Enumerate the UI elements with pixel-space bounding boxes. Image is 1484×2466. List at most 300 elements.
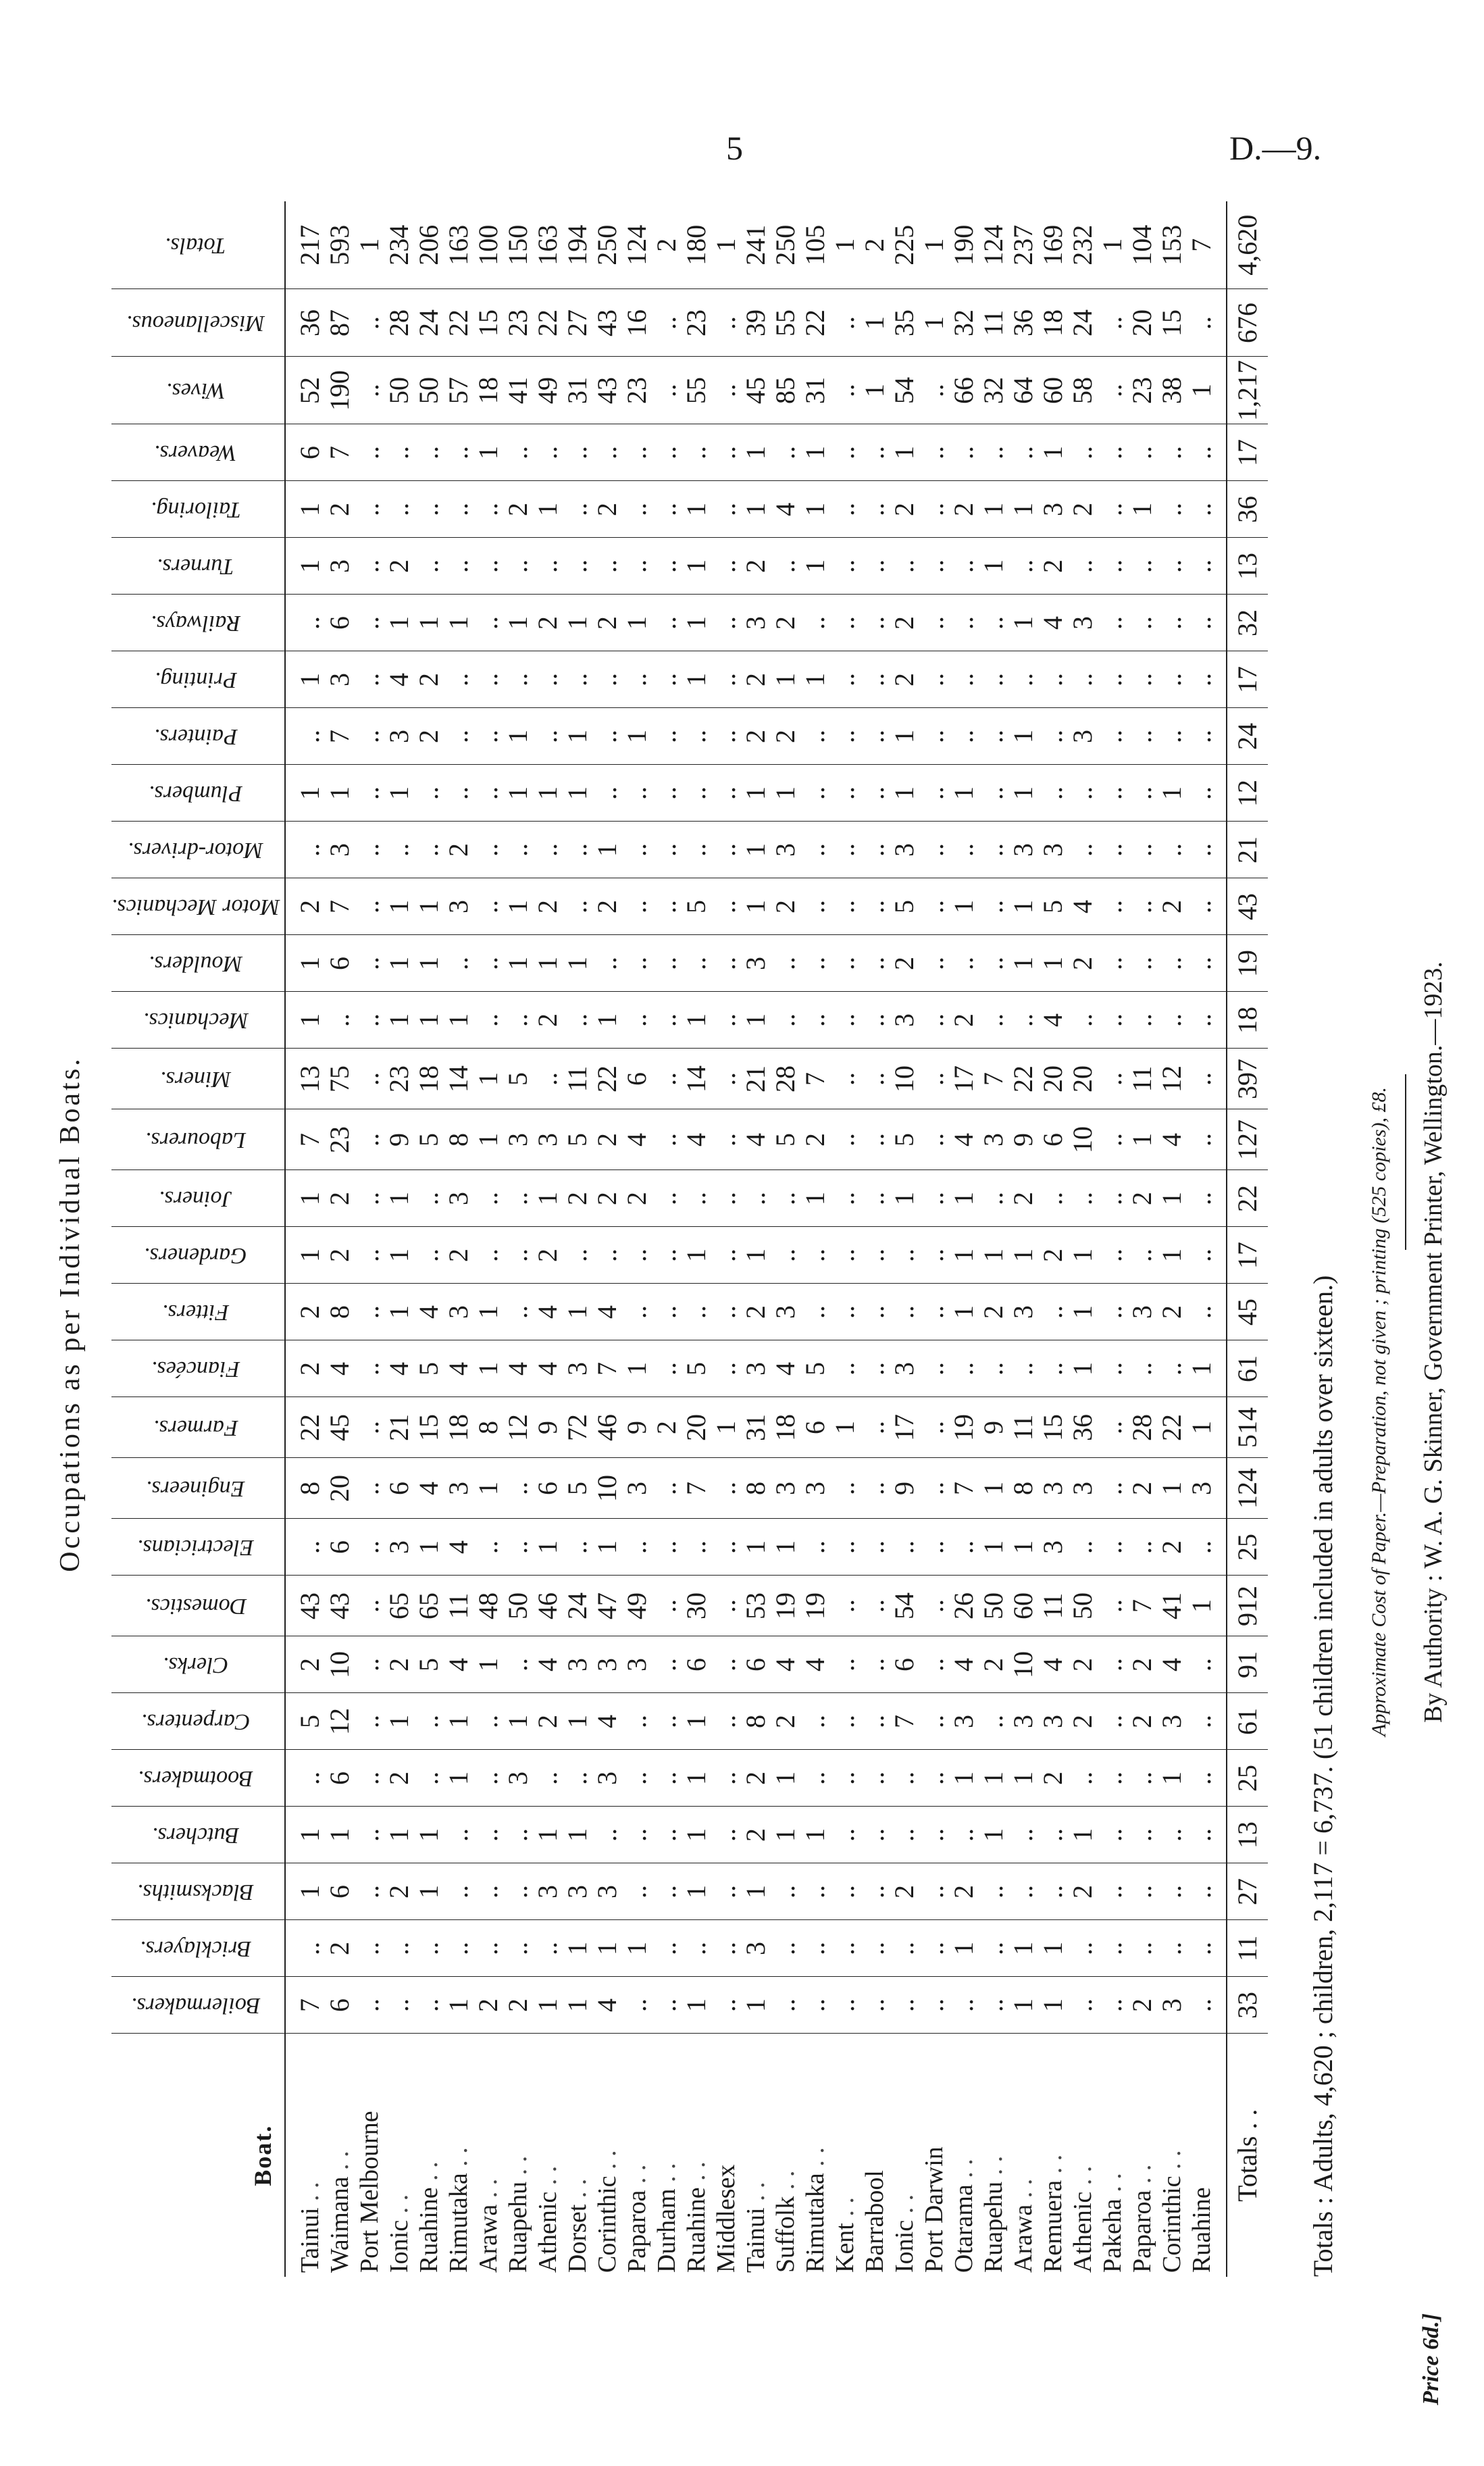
table-cell: .. xyxy=(711,935,741,992)
leader-dots: . . xyxy=(682,2161,711,2188)
table-cell: .. xyxy=(830,1807,860,1863)
table-cell: .. xyxy=(622,1519,652,1576)
table-cell: .. xyxy=(830,289,860,357)
table-cell: 4 xyxy=(444,1340,474,1397)
table-cell: .. xyxy=(1038,1284,1068,1340)
table-cell: .. xyxy=(285,822,325,878)
table-cell: 1 xyxy=(503,708,533,765)
table-cell: 1 xyxy=(285,651,325,708)
table-cell: 1 xyxy=(711,1397,741,1458)
table-cell: 4 xyxy=(1038,992,1068,1049)
table-cell: .. xyxy=(1098,708,1127,765)
table-cell: 1 xyxy=(979,1458,1008,1519)
table-cell: 241 xyxy=(740,224,771,266)
boat-name: Kent xyxy=(831,2223,860,2273)
boat-name: Rimutaka xyxy=(801,2173,830,2273)
divider-rule xyxy=(1405,1074,1406,1250)
table-cell: .. xyxy=(1098,1807,1127,1863)
totals-cell: 17 xyxy=(1227,651,1268,708)
leader-dots: . . xyxy=(623,2164,652,2190)
table-cell: 2 xyxy=(533,992,563,1049)
table-cell: 3 xyxy=(771,1458,800,1519)
table-cell: 2 xyxy=(503,481,533,538)
table-cell: 22 xyxy=(533,289,563,357)
table-cell: 2 xyxy=(503,1977,533,2034)
leader-dots: . . xyxy=(593,2150,622,2176)
table-cell: .. xyxy=(384,822,414,878)
column-header xyxy=(111,708,285,765)
table-cell: 194 xyxy=(562,224,593,266)
table-cell: 2 xyxy=(1038,538,1068,595)
table-cell: .. xyxy=(1068,1750,1098,1807)
table-cell: 2 xyxy=(285,1284,325,1340)
table-cell: 11 xyxy=(563,1049,592,1109)
boat-name-cell xyxy=(592,2034,622,2277)
table-cell: .. xyxy=(622,1750,652,1807)
column-header-label: Gardeners. xyxy=(144,1243,247,1268)
table-cell: 3 xyxy=(1038,1693,1068,1750)
totals-cell: 4,620 xyxy=(1227,201,1268,289)
table-cell: 1 xyxy=(474,1109,503,1170)
table-cell: .. xyxy=(503,1807,533,1863)
table-cell: .. xyxy=(414,1170,444,1227)
boat-name: Paparoa xyxy=(623,2190,652,2273)
table-cell: .. xyxy=(652,538,682,595)
table-cell: .. xyxy=(919,1049,949,1109)
table-cell: .. xyxy=(1008,424,1038,481)
column-header xyxy=(111,1458,285,1519)
table-cell: 1 xyxy=(771,1519,800,1576)
table-cell: 45 xyxy=(325,1397,355,1458)
table-cell: 1 xyxy=(414,1519,444,1576)
table-cell: 3 xyxy=(592,1863,622,1920)
table-cell: .. xyxy=(711,1340,741,1397)
table-cell: 2 xyxy=(1157,878,1187,935)
table-cell: .. xyxy=(1187,424,1227,481)
table-cell: 1 xyxy=(741,878,771,935)
table-cell: 1 xyxy=(503,1693,533,1750)
totals-cell: 33 xyxy=(1227,1977,1268,2034)
table-cell: 18 xyxy=(444,1397,474,1458)
table-cell: .. xyxy=(830,1863,860,1920)
table-cell: .. xyxy=(1127,1750,1157,1807)
boat-name-cell xyxy=(325,2034,355,2277)
table-cell: 28 xyxy=(384,289,414,357)
table-cell: .. xyxy=(830,1920,860,1977)
table-cell: 1 xyxy=(384,935,414,992)
table-cell: .. xyxy=(503,1170,533,1227)
table-cell: 1 xyxy=(1008,935,1038,992)
table-cell: .. xyxy=(474,481,503,538)
table-cell: .. xyxy=(325,992,355,1049)
table-cell: 1 xyxy=(592,992,622,1049)
table-cell: 18 xyxy=(1038,289,1068,357)
table-cell: .. xyxy=(771,538,800,595)
table-cell: .. xyxy=(1127,1227,1157,1284)
table-row xyxy=(890,201,919,2277)
table-cell: 2 xyxy=(622,1170,652,1227)
table-cell: .. xyxy=(384,424,414,481)
table-cell: 22 xyxy=(1008,1049,1038,1109)
table-cell: .. xyxy=(830,1458,860,1519)
table-cell: .. xyxy=(919,481,949,538)
table-cell: .. xyxy=(830,1227,860,1284)
table-cell: .. xyxy=(800,1284,830,1340)
table-cell: .. xyxy=(592,1227,622,1284)
table-cell: .. xyxy=(800,1750,830,1807)
table-cell: .. xyxy=(1127,765,1157,822)
table-cell: 3 xyxy=(949,1693,979,1750)
table-cell: .. xyxy=(860,1284,890,1340)
leader-dots: . . xyxy=(1158,2150,1187,2176)
table-cell: 1 xyxy=(563,1284,592,1340)
boat-name-cell xyxy=(1098,2034,1127,2277)
table-cell: .. xyxy=(830,424,860,481)
table-cell: .. xyxy=(1098,1227,1127,1284)
table-cell: .. xyxy=(1127,595,1157,651)
column-header xyxy=(111,424,285,481)
table-cell: 55 xyxy=(682,357,711,424)
table-cell: .. xyxy=(919,1750,949,1807)
table-cell: 1 xyxy=(919,238,950,252)
table-cell: 1 xyxy=(979,1807,1008,1863)
table-cell: 2 xyxy=(741,1284,771,1340)
table-cell: .. xyxy=(1068,424,1098,481)
table-cell: .. xyxy=(1098,1636,1127,1693)
table-cell: 1 xyxy=(414,1863,444,1920)
table-cell: .. xyxy=(1038,1863,1068,1920)
table-cell: .. xyxy=(949,538,979,595)
boat-name: Ruahine xyxy=(1187,2187,1217,2273)
table-cell: 1 xyxy=(563,935,592,992)
table-cell: .. xyxy=(592,424,622,481)
boat-name-cell xyxy=(474,2034,503,2277)
table-cell: .. xyxy=(444,1863,474,1920)
table-cell: 50 xyxy=(1068,1576,1098,1636)
table-cell: 8 xyxy=(285,1458,325,1519)
table-cell: .. xyxy=(860,1340,890,1397)
table-cell: 3 xyxy=(1038,481,1068,538)
table-cell: 2 xyxy=(384,1636,414,1693)
table-cell: 11 xyxy=(1127,1049,1157,1109)
table-cell: .. xyxy=(979,651,1008,708)
table-cell: 1 xyxy=(800,481,830,538)
table-cell: 1 xyxy=(949,878,979,935)
table-cell: 5 xyxy=(285,1693,325,1750)
boat-name-cell xyxy=(830,2034,860,2277)
table-cell: .. xyxy=(503,822,533,878)
table-cell: 1 xyxy=(949,1750,979,1807)
table-cell: .. xyxy=(652,481,682,538)
table-cell: .. xyxy=(474,1807,503,1863)
table-row xyxy=(682,201,711,2277)
table-cell: 4 xyxy=(384,651,414,708)
table-cell: 1 xyxy=(384,1170,414,1227)
table-cell: .. xyxy=(503,1284,533,1340)
table-cell: 46 xyxy=(592,1397,622,1458)
table-cell: 6 xyxy=(325,935,355,992)
column-header-label: Joiners. xyxy=(159,1186,232,1211)
table-cell: 2 xyxy=(890,935,919,992)
table-cell: 15 xyxy=(1157,289,1187,357)
table-cell: 1 xyxy=(1097,238,1128,252)
leader-dots: . . xyxy=(771,2170,800,2196)
table-cell: .. xyxy=(860,1977,890,2034)
table-cell: 2 xyxy=(800,1109,830,1170)
table-cell: .. xyxy=(355,1519,384,1576)
table-cell: 3 xyxy=(503,1109,533,1170)
table-cell: .. xyxy=(979,1977,1008,2034)
column-header xyxy=(111,992,285,1049)
table-cell: 1 xyxy=(622,1340,652,1397)
totals-cell: 61 xyxy=(1227,1340,1268,1397)
totals-cell: 21 xyxy=(1227,822,1268,878)
table-cell: .. xyxy=(860,1750,890,1807)
table-cell: 1 xyxy=(444,1977,474,2034)
boat-name-cell xyxy=(979,2034,1008,2277)
table-cell: 1 xyxy=(741,1519,771,1576)
table-cell: 2 xyxy=(890,595,919,651)
table-cell: .. xyxy=(592,708,622,765)
table-cell: .. xyxy=(890,1519,919,1576)
table-cell: 105 xyxy=(800,224,831,266)
table-cell: 1 xyxy=(285,765,325,822)
table-cell: .. xyxy=(444,1807,474,1863)
table-cell: .. xyxy=(711,1227,741,1284)
table-cell: 2 xyxy=(474,1977,503,2034)
table-cell: .. xyxy=(1187,708,1227,765)
table-cell: 180 xyxy=(681,224,712,266)
table-cell: 1 xyxy=(890,708,919,765)
column-header xyxy=(111,1863,285,1920)
table-cell: .. xyxy=(533,1920,563,1977)
table-cell: .. xyxy=(860,538,890,595)
table-cell: .. xyxy=(1157,1340,1187,1397)
totals-cell: 32 xyxy=(1227,595,1268,651)
table-cell: 3 xyxy=(384,708,414,765)
table-cell: 1 xyxy=(800,424,830,481)
table-cell: 3 xyxy=(1008,1693,1038,1750)
table-cell: 2 xyxy=(771,878,800,935)
table-cell: .. xyxy=(949,935,979,992)
table-cell: .. xyxy=(503,1458,533,1519)
table-cell: .. xyxy=(919,1807,949,1863)
table-cell: .. xyxy=(503,538,533,595)
table-cell: 2 xyxy=(1157,1519,1187,1576)
cost-note: Approximate Cost of Paper.—Preparation, not given ; printing (525 copies), £8. xyxy=(1368,1086,1390,1736)
column-header xyxy=(111,538,285,595)
table-cell: 6 xyxy=(533,1458,563,1519)
table-cell: 5 xyxy=(503,1049,533,1109)
table-cell: 1 xyxy=(563,1693,592,1750)
table-cell: .. xyxy=(919,1576,949,1636)
table-cell: 4 xyxy=(533,1636,563,1693)
table-cell: 39 xyxy=(741,289,771,357)
table-cell: 35 xyxy=(890,289,919,357)
table-cell: .. xyxy=(949,1807,979,1863)
table-cell: .. xyxy=(711,765,741,822)
table-cell: .. xyxy=(652,424,682,481)
column-header xyxy=(111,1807,285,1863)
table-row xyxy=(711,201,741,2277)
column-header-label: Fiancées. xyxy=(151,1357,240,1382)
table-cell: 3 xyxy=(563,1340,592,1397)
table-cell: .. xyxy=(355,651,384,708)
column-header-label: Railways. xyxy=(151,611,241,636)
table-cell: 1 xyxy=(1008,595,1038,651)
table-cell: 6 xyxy=(741,1636,771,1693)
table-cell: .. xyxy=(682,935,711,992)
table-cell: .. xyxy=(830,1693,860,1750)
table-cell: .. xyxy=(1098,538,1127,595)
column-header xyxy=(111,1170,285,1227)
table-cell: 2 xyxy=(1127,1977,1157,2034)
table-cell: 4 xyxy=(444,1519,474,1576)
table-cell: 10 xyxy=(890,1049,919,1109)
table-cell: 1 xyxy=(563,1807,592,1863)
table-cell: 4 xyxy=(949,1636,979,1693)
table-cell: .. xyxy=(919,708,949,765)
column-header-label: Wives. xyxy=(165,378,226,403)
table-cell: .. xyxy=(860,1693,890,1750)
table-cell: 43 xyxy=(285,1576,325,1636)
table-cell: 3 xyxy=(890,822,919,878)
table-cell: 2 xyxy=(741,651,771,708)
table-cell: 2 xyxy=(1157,1284,1187,1340)
table-cell: 1 xyxy=(682,595,711,651)
table-cell: 1 xyxy=(592,1920,622,1977)
table-cell: .. xyxy=(1127,1863,1157,1920)
table-cell: .. xyxy=(830,708,860,765)
table-cell: .. xyxy=(800,1977,830,2034)
leader-dots: . . xyxy=(742,2182,771,2208)
table-cell: 1 xyxy=(919,289,949,357)
table-cell: 1 xyxy=(503,878,533,935)
table-cell: .. xyxy=(800,1693,830,1750)
table-cell: .. xyxy=(355,1863,384,1920)
table-cell: .. xyxy=(682,1170,711,1227)
table-cell: 14 xyxy=(444,1049,474,1109)
table-cell: 1 xyxy=(741,822,771,878)
table-cell: 1 xyxy=(285,538,325,595)
table-cell: .. xyxy=(1098,1863,1127,1920)
table-cell: .. xyxy=(830,357,860,424)
table-cell: .. xyxy=(474,1170,503,1227)
table-cell: .. xyxy=(474,708,503,765)
table-cell: .. xyxy=(1068,822,1098,878)
table-cell: 150 xyxy=(503,224,534,266)
table-cell: .. xyxy=(1038,1807,1068,1863)
table-cell: .. xyxy=(979,1920,1008,1977)
totals-cell: 27 xyxy=(1227,1863,1268,1920)
table-cell: 7 xyxy=(325,708,355,765)
table-cell: 4 xyxy=(384,1340,414,1397)
table-cell: .. xyxy=(979,1863,1008,1920)
table-cell: .. xyxy=(1098,1340,1127,1397)
table-cell: .. xyxy=(652,1920,682,1977)
table-cell: 23 xyxy=(503,289,533,357)
totals-cell: 1,217 xyxy=(1227,357,1268,424)
table-cell: 3 xyxy=(384,1519,414,1576)
table-cell: 9 xyxy=(890,1458,919,1519)
table-cell: .. xyxy=(919,1170,949,1227)
table-cell: 3 xyxy=(325,651,355,708)
table-cell: .. xyxy=(355,822,384,878)
table-cell: 1 xyxy=(741,1977,771,2034)
table-cell: 4 xyxy=(533,1340,563,1397)
table-cell: .. xyxy=(474,1750,503,1807)
boat-name-cell xyxy=(414,2034,444,2277)
table-cell: .. xyxy=(1008,992,1038,1049)
document-reference: D.—9. xyxy=(1229,129,1322,167)
table-cell: .. xyxy=(1187,1863,1227,1920)
table-cell: .. xyxy=(563,822,592,878)
table-cell: 1 xyxy=(622,1920,652,1977)
table-cell: 8 xyxy=(325,1284,355,1340)
table-cell: 36 xyxy=(1008,289,1038,357)
table-row xyxy=(1098,201,1127,2277)
table-cell: 2 xyxy=(414,651,444,708)
column-header xyxy=(111,822,285,878)
table-cell: 2 xyxy=(859,238,890,252)
column-header xyxy=(111,1636,285,1693)
column-header xyxy=(111,1576,285,1636)
table-cell: 7 xyxy=(285,1109,325,1170)
boat-name: Suffolk xyxy=(771,2196,800,2273)
leader-dots: . . xyxy=(474,2178,503,2205)
table-cell: .. xyxy=(949,708,979,765)
totals-cell: 11 xyxy=(1227,1920,1268,1977)
table-cell: .. xyxy=(711,1519,741,1576)
table-cell: .. xyxy=(1157,708,1187,765)
table-cell: 12 xyxy=(503,1397,533,1458)
table-cell: .. xyxy=(444,424,474,481)
table-cell: .. xyxy=(682,708,711,765)
table-cell: 2 xyxy=(563,1170,592,1227)
table-cell: 6 xyxy=(325,1519,355,1576)
table-cell: 3 xyxy=(1068,595,1098,651)
table-cell: 1 xyxy=(949,765,979,822)
table-cell: .. xyxy=(1068,992,1098,1049)
column-header xyxy=(111,765,285,822)
table-cell: .. xyxy=(830,1170,860,1227)
table-cell: .. xyxy=(682,1284,711,1340)
table-cell: .. xyxy=(860,1576,890,1636)
table-cell: .. xyxy=(592,935,622,992)
table-cell: .. xyxy=(830,1109,860,1170)
table-cell: 1 xyxy=(1157,1227,1187,1284)
table-cell: .. xyxy=(1187,1109,1227,1170)
table-cell: 5 xyxy=(771,1109,800,1170)
table-cell: 5 xyxy=(800,1340,830,1397)
boat-name: Port Melbourne xyxy=(355,2111,384,2273)
table-cell: .. xyxy=(1098,1693,1127,1750)
table-cell: .. xyxy=(919,1109,949,1170)
table-cell: 1 xyxy=(979,1750,1008,1807)
table-cell: 24 xyxy=(563,1576,592,1636)
table-row xyxy=(325,201,355,2277)
table-cell: .. xyxy=(711,1863,741,1920)
column-header xyxy=(111,1750,285,1807)
table-cell: 1 xyxy=(444,595,474,651)
table-cell: .. xyxy=(622,1863,652,1920)
table-cell: .. xyxy=(860,651,890,708)
table-cell: .. xyxy=(474,992,503,1049)
table-cell: 1 xyxy=(682,538,711,595)
totals-cell: 61 xyxy=(1227,1693,1268,1750)
table-cell: 31 xyxy=(563,357,592,424)
table-cell: 8 xyxy=(444,1109,474,1170)
